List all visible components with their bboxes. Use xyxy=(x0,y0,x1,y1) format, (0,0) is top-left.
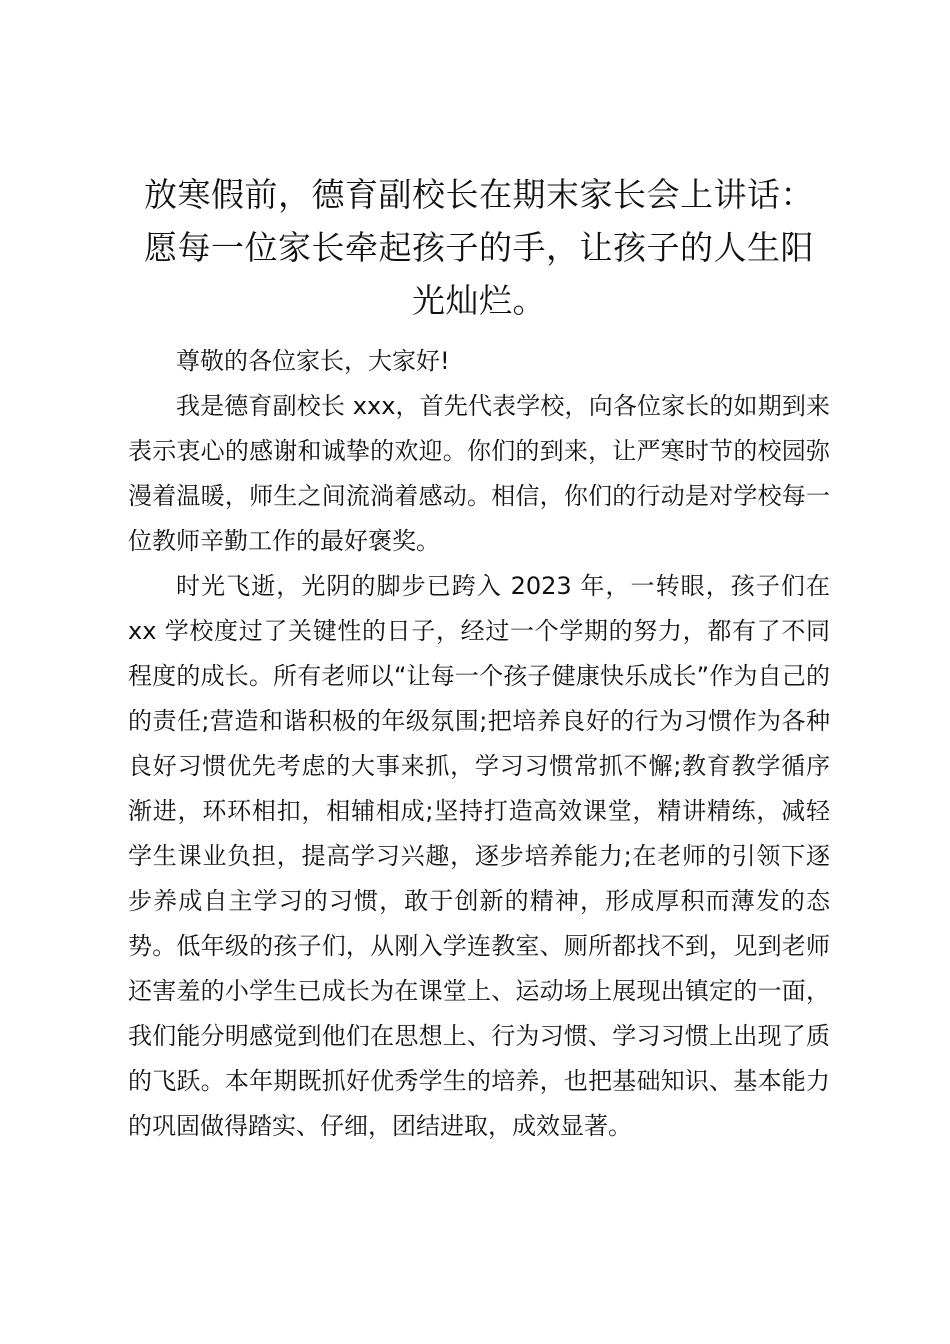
document-body xyxy=(128,168,830,1149)
document-title: 放寒假前，德育副校长在期末家长会上讲话：愿每一位家长牵起孩子的手，让孩子的人生阳光灿烂。 xyxy=(144,175,814,320)
body-paragraph-2: 时光飞逝，光阴的脚步已跨入 2023 年，一转眼，孩子们在 xx 学校度过了关键性的日子，经过一个学期的努力，都有了不同程度的成长。所有老师以“让每一个孩子健康快乐成长”作为自己的的责任;营造和谐积极的年级氛围;把培养良好的行为习惯作为各种良好习惯优先考虑的大事来抓，学习习惯常抓不懈;教育教学循序渐进，环环相扣，相辅相成;坚持打造高效课堂，精讲精练，减轻学生课业负担，提高学习兴趣，逐步培养能力;在老师的引领下逐步养成自主学习的习惯，敢于创新的精神，形成厚积而薄发的态势。低年级的孩子们，从刚入学连教室、厕所都找不到，见到老师还害羞的小学生已成长为在课堂上、运动场上展现出镇定的一面，我们能分明感觉到他们在思想上、行为习惯、学习习惯上出现了质的飞跃。本年期既抓好优秀学生的培养，也把基础知识、基本能力的巩固做得踏实、仔细，团结进取，成效显著。 xyxy=(128,572,830,1140)
greeting-paragraph: 尊敬的各位家长，大家好! xyxy=(176,347,450,375)
body-paragraph-1: 我是德育副校长 xxx，首先代表学校，向各位家长的如期到来表示衷心的感谢和诚挚的欢迎。你们的到来，让严寒时节的校园弥漫着温暖，师生之间流淌着感动。相信，你们的行动是对学校每一位教师辛勤工作的最好褒奖。 xyxy=(128,392,830,555)
